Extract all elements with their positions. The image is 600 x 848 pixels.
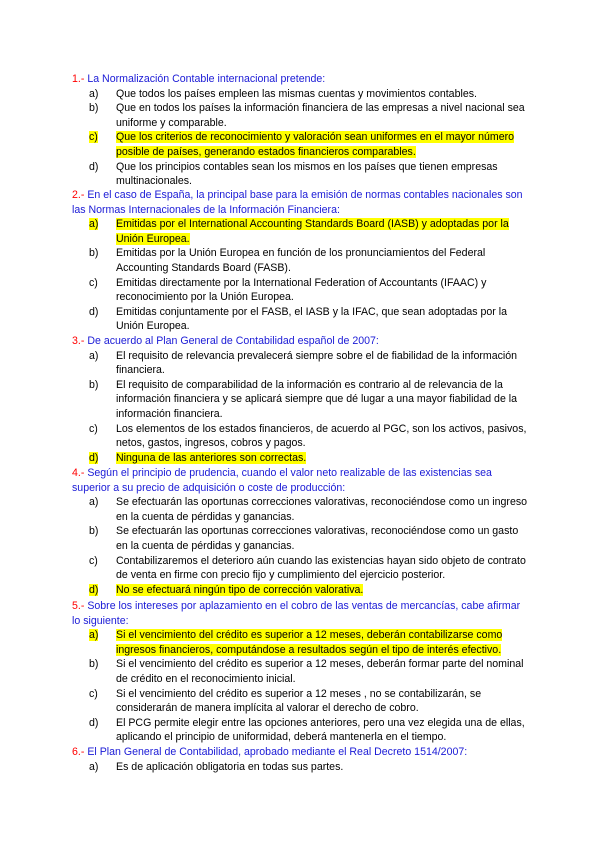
option-letter: a) xyxy=(89,629,99,642)
option-text-highlighted: No se efectuará ningún tipo de corrección valorativa. xyxy=(116,583,364,596)
question-prompt: El Plan General de Contabilidad, aprobado mediante el Real Decreto 1514/2007: xyxy=(87,746,468,758)
option-letter: c) xyxy=(89,131,98,144)
answer-option xyxy=(72,495,528,524)
question-number: 1.- xyxy=(72,73,85,85)
option-letter: c) xyxy=(89,554,98,567)
question-2 xyxy=(72,188,528,334)
answer-option xyxy=(72,246,528,275)
answer-option xyxy=(72,160,528,189)
question-number: 3.- xyxy=(72,335,85,347)
option-letter: b) xyxy=(89,102,99,115)
answer-option xyxy=(72,716,528,745)
option-text: Se efectuarán las oportunas correcciones valorativas, reconociéndose como un ingreso en la cuenta de pérdidas y ganancias. xyxy=(116,496,528,523)
option-text: Si el vencimiento del crédito es superior a 12 meses, deberán formar parte del nominal de crédito en el reconocimiento inicial. xyxy=(116,658,524,685)
option-text: Que todos los países empleen las mismas cuentas y movimientos contables. xyxy=(116,87,477,100)
question-heading xyxy=(72,188,528,217)
option-text: Se efectuarán las oportunas correcciones valorativas, reconociéndose como un gasto en la cuenta de pérdidas y ganancias. xyxy=(116,525,519,552)
option-text: Emitidas conjuntamente por el FASB, el IASB y la IFAC, que sean adoptadas por la Unión Europea. xyxy=(116,305,508,333)
question-number: 2.- xyxy=(72,189,85,201)
question-3 xyxy=(72,334,528,465)
option-text-highlighted: Ninguna de las anteriores son correctas. xyxy=(116,451,307,464)
question-heading xyxy=(72,72,528,87)
option-letter: b) xyxy=(89,525,99,538)
question-prompt: Según el principio de prudencia, cuando el valor neto realizable de las existencias sea superior a su precio de adquisición o coste de producción: xyxy=(72,467,492,494)
option-text-highlighted: Si el vencimiento del crédito es superior a 12 meses, deberán contabilizarse como ingresos financieros, computándose a resultados según el tipo de interés efectivo. xyxy=(116,629,503,656)
question-prompt: La Normalización Contable internacional pretende: xyxy=(87,73,326,85)
option-text: Si el vencimiento del crédito es superior a 12 meses , no se contabilizarán, se considerarán de manera implícita al valorar el derecho de cobro. xyxy=(116,687,482,715)
question-1 xyxy=(72,72,528,189)
option-letter: c) xyxy=(89,687,98,700)
option-text: El requisito de comparabilidad de la información es contrario al de relevancia de la información financiera y se aplicará siempre que dé lugar a una mayor fiabilidad de la información financiera. xyxy=(116,378,518,420)
question-number: 5.- xyxy=(72,600,85,612)
answer-option xyxy=(72,87,528,102)
option-letter: d) xyxy=(89,716,99,729)
option-letter: a) xyxy=(89,760,99,773)
answer-option-correct xyxy=(72,628,528,657)
answer-option xyxy=(72,101,528,130)
answer-option xyxy=(72,349,528,378)
option-text: El PCG permite elegir entre las opciones anteriores, pero una vez elegida una de ellas, aplicando el principio de uniformidad, deberá mantenerla en el tiempo. xyxy=(116,716,525,744)
option-letter: b) xyxy=(89,247,99,260)
option-letter: c) xyxy=(89,422,98,435)
option-text: Emitidas por la Unión Europea en función de los pronunciamientos del Federal Accounting Standards Board (FASB). xyxy=(116,247,486,274)
answer-option-correct xyxy=(72,130,528,159)
option-letter: a) xyxy=(89,87,99,100)
option-text: Es de aplicación obligatoria en todas sus partes. xyxy=(116,760,344,773)
option-text: Los elementos de los estados financieros, de acuerdo al PGC, son los activos, pasivos, netos, gastos, ingresos, cobros y pagos. xyxy=(116,422,527,450)
option-text: Emitidas directamente por la International Federation of Accountants (IFAAC) y reconocimiento por la Unión Europea. xyxy=(116,276,487,304)
option-text: El requisito de relevancia prevalecerá siempre sobre el de fiabilidad de la información financiera. xyxy=(116,349,518,377)
question-number: 4.- xyxy=(72,467,85,479)
option-letter: c) xyxy=(89,276,98,289)
answer-option xyxy=(72,657,528,686)
option-text: Que en todos los países la información financiera de las empresas a nivel nacional sea uniforme y comparable. xyxy=(116,102,525,129)
option-letter: a) xyxy=(89,218,99,231)
answer-option xyxy=(72,378,528,422)
answer-option xyxy=(72,305,528,334)
question-prompt: Sobre los intereses por aplazamiento en el cobro de las ventas de mercancías, cabe afirmar lo siguiente: xyxy=(72,600,521,627)
answer-option xyxy=(72,276,528,305)
answer-option-correct xyxy=(72,583,528,598)
option-text: Que los principios contables sean los mismos en los países que tienen empresas multinacionales. xyxy=(116,160,498,188)
question-prompt: En el caso de España, la principal base para la emisión de normas contables nacionales son las Normas Internacionales de la Información Financiera: xyxy=(72,189,523,216)
option-letter: b) xyxy=(89,658,99,671)
option-text-highlighted: Emitidas por el International Accounting Standards Board (IASB) y adoptadas por la Unión Europea. xyxy=(116,218,509,245)
answer-option-correct xyxy=(72,217,528,246)
option-letter: a) xyxy=(89,496,99,509)
question-number: 6.- xyxy=(72,746,85,758)
question-heading xyxy=(72,334,528,349)
answer-option-correct xyxy=(72,451,528,466)
answer-option xyxy=(72,554,528,583)
question-4 xyxy=(72,466,528,597)
answer-option xyxy=(72,524,528,553)
option-text-highlighted: Que los criterios de reconocimiento y valoración sean uniformes en el mayor número posible de países, generando estados financieros comparables. xyxy=(116,131,515,158)
question-prompt: De acuerdo al Plan General de Contabilidad español de 2007: xyxy=(87,335,379,347)
option-letter: b) xyxy=(89,378,99,391)
question-heading xyxy=(72,466,528,495)
question-heading xyxy=(72,745,528,760)
question-5 xyxy=(72,599,528,745)
option-letter: d) xyxy=(89,305,99,318)
option-text: Contabilizaremos el deterioro aún cuando las existencias hayan sido objeto de contrato de venta en firme con precio fijo y cumplimiento del ejercicio posterior. xyxy=(116,554,526,582)
option-letter: d) xyxy=(89,583,99,596)
question-heading xyxy=(72,599,528,628)
answer-option xyxy=(72,422,528,451)
option-letter: a) xyxy=(89,349,99,362)
answer-option xyxy=(72,760,528,775)
option-letter: d) xyxy=(89,160,99,173)
option-letter: d) xyxy=(89,451,99,464)
question-6 xyxy=(72,745,528,774)
answer-option xyxy=(72,687,528,716)
